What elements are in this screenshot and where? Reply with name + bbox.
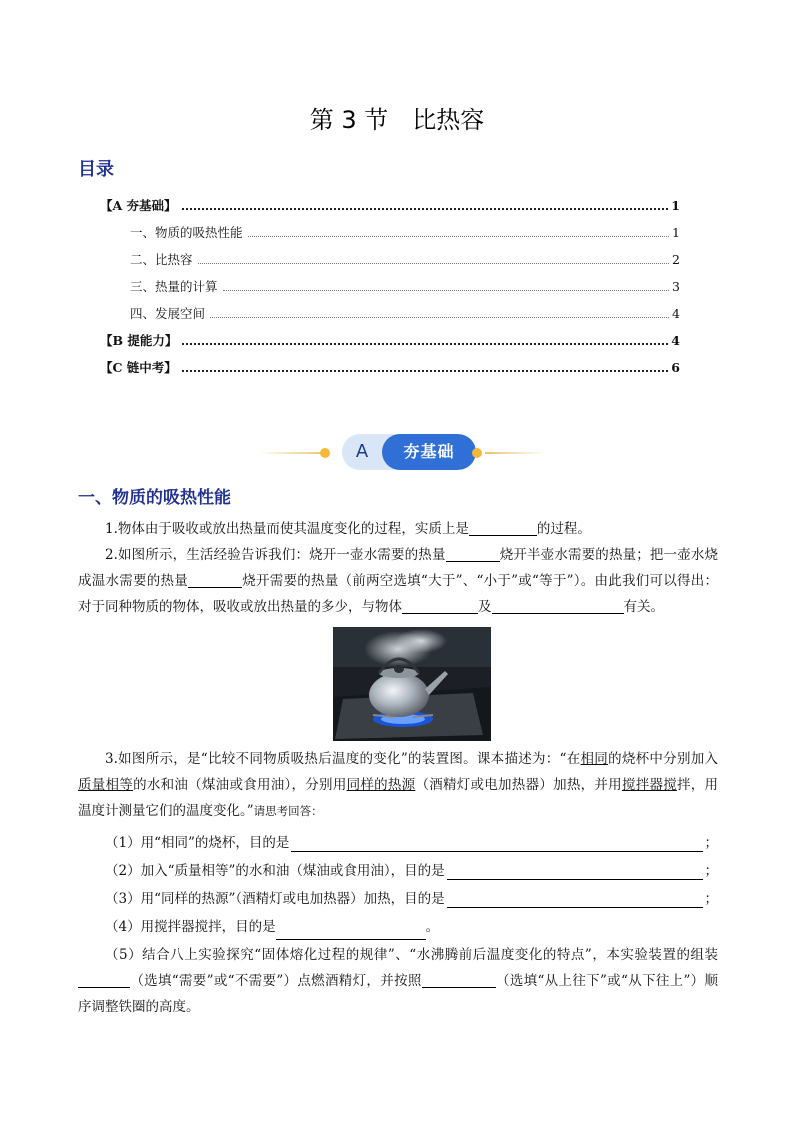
banner-letter: A <box>355 441 369 462</box>
q2-blank-1[interactable] <box>446 545 500 562</box>
toc-entry-page: 1 <box>672 225 680 240</box>
toc-entry[interactable] <box>100 215 680 242</box>
toc-leader-dots <box>223 289 670 291</box>
q3-text-a: 3.如图所示，是“比较不同物质吸热后温度的变化”的装置图。课本描述为：“在 <box>105 751 581 767</box>
toc-entry[interactable] <box>100 269 680 296</box>
toc-leader-dots <box>210 316 669 318</box>
banner-pill <box>342 434 476 470</box>
banner-name: 夯基础 <box>382 434 476 470</box>
toc-entry-label: 【C 链中考】 <box>100 360 177 375</box>
table-of-contents <box>100 188 680 377</box>
sq2-text: （2）加入“质量相等”的水和油（煤油或食用油），目的是 <box>105 863 445 879</box>
toc-entry-label: 四、发展空间 <box>130 306 206 321</box>
sq4-end: 。 <box>425 919 440 935</box>
toc-entry-label: 二、比热容 <box>130 252 193 267</box>
toc-entry-page: 2 <box>672 252 680 267</box>
subquestion-4 <box>78 914 718 940</box>
toc-entry-page: 6 <box>671 360 680 375</box>
q2-blank-3[interactable] <box>402 597 478 614</box>
q3-text-e: 的水和油（煤油或食用油），分别用 <box>133 777 347 793</box>
sq5-text-c: （选填“从上往下”或“从下往上”）顺序调整铁圈的高度。 <box>78 973 719 1015</box>
banner-dot-right <box>472 448 482 458</box>
question-2 <box>78 542 718 620</box>
toc-entry-label: 一、物质的吸热性能 <box>130 225 243 240</box>
toc-entry-label: 【B 提能力】 <box>100 333 178 348</box>
q3-underline-stirrer: 搅拌器搅 <box>621 777 678 793</box>
toc-entry-page: 1 <box>671 198 680 213</box>
subquestion-5 <box>78 942 718 1020</box>
subquestion-3 <box>78 886 718 912</box>
toc-leader-dots <box>248 235 670 237</box>
kettle-illustration <box>333 627 491 741</box>
page-title: 第 3 节 比热容 <box>309 106 485 134</box>
toc-leader-dots <box>182 342 668 345</box>
toc-heading: 目录 <box>78 159 114 180</box>
kettle-on-stove-photo <box>333 627 491 741</box>
q1-text-b: 的过程。 <box>536 521 591 537</box>
sq3-end: ； <box>704 891 718 907</box>
q2-text-b: 烧开半壶水需要的热量；把一壶水烧成温水需要的热量 <box>78 547 718 589</box>
sq5-blank-1[interactable] <box>78 971 130 988</box>
sq5-text-a: （5）结合八上实验探究“固体熔化过程的规律”、“水沸腾前后温度变化的特点”，本实验装置的组装 <box>105 947 718 963</box>
sq1-text: （1）用“相同”的烧杯，目的是 <box>105 835 290 851</box>
banner-line-right <box>485 452 545 454</box>
toc-entry[interactable] <box>100 350 680 377</box>
toc-entry-page: 4 <box>671 333 680 348</box>
toc-entry[interactable] <box>100 323 680 350</box>
section-title: 一、物质的吸热性能 <box>78 488 231 508</box>
q1-blank[interactable] <box>469 519 537 536</box>
subquestion-1 <box>78 830 718 856</box>
q3-underline-mass: 质量相等 <box>78 777 134 793</box>
q3-underline-same: 相同 <box>580 751 609 767</box>
sq2-end: ； <box>704 863 718 879</box>
question-3 <box>78 746 718 824</box>
q2-text-a: 2.如图所示，生活经验告诉我们：烧开一壶水需要的热量 <box>105 547 446 563</box>
sq4-text: （4）用搅拌器搅拌，目的是 <box>105 919 276 935</box>
sq1-end: ； <box>704 835 718 851</box>
toc-entry-label: 【A 夯基础】 <box>100 198 177 213</box>
sq5-blank-2[interactable] <box>422 971 496 988</box>
sq1-blank[interactable] <box>291 833 702 852</box>
q3-text-c: 的烧杯中分别加入 <box>608 751 719 767</box>
q2-blank-2[interactable] <box>188 571 242 588</box>
sq5-text-b: （选填“需要”或“不需要”）点燃酒精灯，并按照 <box>130 973 422 989</box>
toc-entry-page: 3 <box>672 279 680 294</box>
section-banner <box>250 432 550 472</box>
toc-entry[interactable] <box>100 296 680 323</box>
q3-underline-heat-source: 同样的热源 <box>346 777 416 793</box>
q1-text-a: 1.物体由于吸收或放出热量而使其温度变化的过程，实质上是 <box>105 521 469 537</box>
toc-entry-label: 三、热量的计算 <box>130 279 218 294</box>
toc-entry[interactable] <box>100 188 680 215</box>
q2-text-c: 烧开需要的热量（前两空选填“大于”、“小于”或“等于”）。由此我们可以得出：对于同种物质的物体，吸收或放出热量的多少，与物体 <box>78 573 719 615</box>
banner-dot-left <box>320 448 330 458</box>
q2-text-d: 及 <box>478 599 492 615</box>
toc-leader-dots <box>182 207 669 210</box>
toc-entry-page: 4 <box>672 306 680 321</box>
toc-leader-dots <box>182 369 668 372</box>
question-1 <box>78 516 718 542</box>
q3-text-j: 请思考回答： <box>253 804 323 818</box>
q3-text-i: 拌，用温度计测量它们的温度变化。” <box>78 777 719 819</box>
sq3-blank[interactable] <box>447 889 703 908</box>
q2-text-e: 有关。 <box>623 599 664 615</box>
sq4-blank[interactable] <box>276 923 426 940</box>
q3-text-g: （酒精灯或电加热器）加热，并用 <box>415 777 622 793</box>
q2-blank-4[interactable] <box>492 597 624 614</box>
subquestion-2 <box>78 858 718 884</box>
sq2-blank[interactable] <box>447 861 703 880</box>
toc-leader-dots <box>198 262 670 264</box>
toc-entry[interactable] <box>100 242 680 269</box>
sq3-text: （3）用“同样的热源”（酒精灯或电加热器）加热，目的是 <box>105 891 445 907</box>
banner-line-left <box>258 452 328 454</box>
